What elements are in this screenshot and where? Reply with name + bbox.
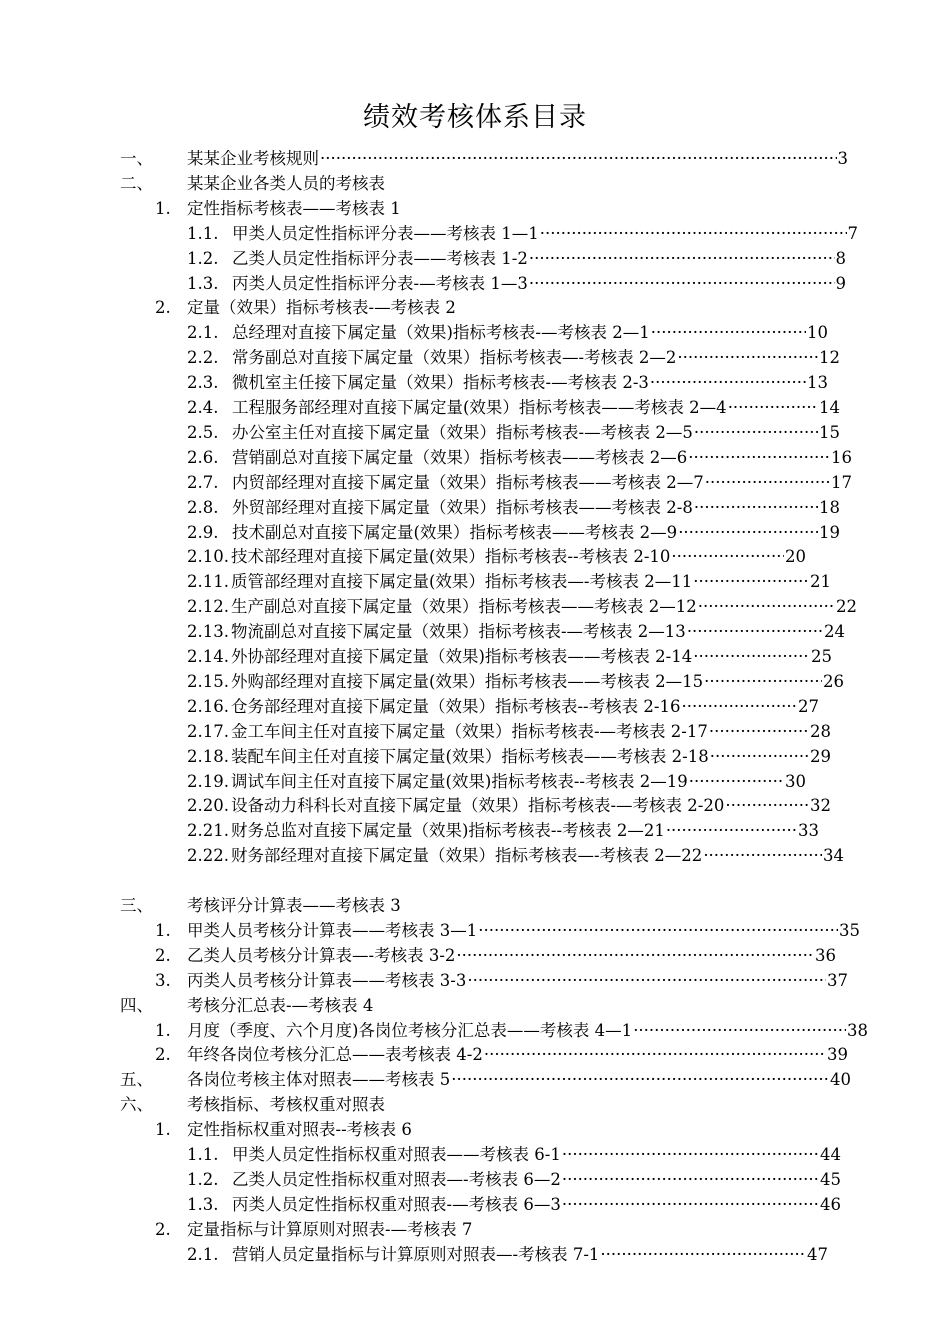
toc-entry-number: 2.5. (187, 422, 219, 442)
toc-entry-title: 总经理对直接下属定量（效果)指标考核表-—考核表 2—1 (232, 323, 650, 343)
toc-entry-number: 二、 (120, 173, 153, 193)
toc-entry[interactable] (187, 421, 840, 445)
toc-entry-number: 2. (155, 1045, 171, 1065)
toc-entry[interactable] (187, 645, 832, 669)
toc-entry-number: 3. (155, 970, 171, 990)
toc-entry[interactable] (155, 969, 848, 993)
toc-entry[interactable] (187, 272, 846, 296)
toc-entry-page-number: 15 (819, 422, 840, 442)
toc-entry[interactable] (187, 844, 844, 868)
dot-leader (650, 371, 806, 395)
toc-entry-title: 外购部经理对直接下属定量(效果）指标考核表——考核表 2—15 (230, 671, 704, 691)
toc-entry-number: 2.17. (187, 721, 229, 741)
toc-entry[interactable] (187, 670, 844, 694)
toc-entry-page-number: 29 (810, 746, 831, 766)
dot-leader (694, 421, 818, 445)
dot-leader (451, 1068, 829, 1092)
toc-entry[interactable] (187, 321, 828, 345)
dot-leader (456, 944, 814, 968)
toc-entry[interactable] (187, 396, 840, 420)
dot-leader (529, 247, 835, 271)
toc-entry[interactable] (187, 620, 845, 644)
toc-entry-number: 2.3. (187, 373, 219, 393)
toc-entry-page-number: 32 (810, 796, 831, 816)
toc-entry[interactable] (187, 496, 840, 520)
toc-entry-title: 甲类人员定性指标权重对照表——考核表 6-1 (232, 1145, 561, 1164)
toc-entry-title: 某某企业各类人员的考核表 (187, 173, 385, 193)
toc-entry-page-number: 25 (811, 647, 832, 666)
toc-entry-page-number: 47 (807, 1244, 828, 1264)
toc-entry[interactable] (187, 371, 828, 395)
toc-entry-page-number: 38 (847, 1020, 868, 1040)
toc-entry-title: 装配车间主任对直接下属定量(效果）指标考核表——考核表 2-18 (230, 746, 709, 766)
dot-leader (693, 570, 809, 594)
toc-entry-page-number: 35 (839, 920, 860, 940)
toc-entry-number: 2.20. (187, 796, 229, 816)
toc-entry-number: 2.13. (187, 622, 229, 642)
toc-entry-title: 技术副总对直接下属定量(效果）指标考核表——考核表 2—9 (232, 522, 678, 542)
toc-entry-page-number: 40 (830, 1070, 851, 1090)
toc-entry[interactable] (155, 1118, 412, 1142)
toc-entry-page-number: 26 (823, 671, 844, 691)
toc-entry-number: 1. (155, 1020, 171, 1040)
dot-leader (709, 720, 809, 744)
toc-entry-page-number: 21 (810, 572, 831, 592)
dot-leader (681, 695, 797, 719)
toc-entry-number: 2.6. (187, 447, 219, 467)
toc-entry-title: 乙类人员考核分计算表—-考核表 3-2 (187, 945, 456, 965)
toc-entry-number: 2.1. (187, 1244, 219, 1264)
toc-entry[interactable] (120, 147, 848, 171)
toc-entry-title: 考核分汇总表-—考核表 4 (187, 995, 374, 1015)
toc-entry-page-number: 14 (819, 398, 840, 417)
toc-entry[interactable] (155, 197, 401, 221)
toc-entry-number: 六、 (120, 1095, 153, 1115)
dot-leader (704, 670, 822, 694)
toc-entry[interactable] (187, 1168, 841, 1192)
toc-entry-number: 2.15. (187, 671, 229, 691)
dot-leader (703, 844, 822, 868)
toc-entry-number: 2.9. (187, 522, 219, 542)
toc-entry-page-number: 30 (785, 771, 806, 791)
toc-entry-title: 调试车间主任对直接下属定量(效果)指标考核表--考核表 2—19 (230, 771, 688, 791)
toc-entry-page-number: 20 (785, 547, 806, 567)
dot-leader (671, 545, 784, 569)
toc-entry-title: 定量（效果）指标考核表-—考核表 2 (187, 298, 456, 318)
toc-entry-page-number: 12 (819, 348, 840, 368)
toc-entry-number: 1. (155, 198, 171, 218)
toc-entry[interactable] (187, 446, 852, 470)
toc-entry[interactable] (120, 172, 385, 196)
toc-entry-title: 财务部经理对直接下属定量（效果）指标考核表—-考核表 2—22 (230, 846, 703, 866)
toc-entry[interactable] (187, 770, 806, 794)
toc-entry-number: 2. (155, 945, 171, 965)
toc-entry[interactable] (187, 1243, 828, 1267)
toc-entry-title: 丙类人员定性指标权重对照表-—考核表 6—3 (232, 1194, 561, 1214)
toc-entry-title: 财务总监对直接下属定量（效果)指标考核表--考核表 2—21 (230, 821, 665, 841)
toc-entry-page-number: 33 (798, 821, 819, 841)
toc-entry-title: 仓务部经理对直接下属定量（效果）指标考核表--考核表 2-16 (230, 696, 681, 716)
toc-entry-number: 1.1. (187, 223, 219, 243)
dot-leader (725, 794, 809, 818)
dot-leader (562, 1168, 819, 1192)
toc-entry[interactable] (187, 1143, 841, 1167)
toc-entry[interactable] (187, 346, 840, 370)
toc-entry[interactable] (187, 794, 831, 818)
toc-entry-number: 2.7. (187, 472, 219, 492)
toc-entry[interactable] (187, 745, 831, 769)
toc-entry-number: 2.14. (187, 647, 229, 666)
toc-entry-title: 定性指标权重对照表--考核表 6 (187, 1120, 412, 1140)
dot-leader (698, 595, 835, 619)
toc-entry-number: 1.3. (187, 273, 219, 293)
toc-entry-title: 年终各岗位考核分汇总——表考核表 4-2 (187, 1045, 483, 1065)
toc-entry-title: 办公室主任对直接下属定量（效果）指标考核表-—考核表 2—5 (232, 422, 693, 442)
toc-entry-title: 外协部经理对直接下属定量（效果)指标考核表——考核表 2-14 (230, 647, 693, 666)
dot-leader (540, 222, 847, 246)
toc-entry-title: 甲类人员定性指标评分表——考核表 1—1 (232, 223, 539, 243)
dot-leader (710, 745, 809, 769)
toc-entry[interactable] (120, 1068, 851, 1092)
toc-entry-page-number: 17 (831, 472, 852, 492)
toc-entry-page-number: 44 (820, 1145, 841, 1164)
dot-leader (688, 446, 830, 470)
toc-entry-title: 乙类人员定性指标评分表——考核表 1-2 (232, 248, 528, 268)
toc-entry[interactable] (120, 894, 401, 918)
toc-entry[interactable] (187, 521, 840, 545)
toc-entry-number: 1.2. (187, 248, 219, 268)
toc-entry[interactable] (120, 994, 373, 1018)
dot-leader (633, 1019, 846, 1043)
toc-entry-number: 1.3. (187, 1194, 219, 1214)
toc-entry-title: 质管部经理对直接下属定量(效果）指标考核表—-考核表 2—11 (230, 572, 693, 592)
toc-entry-title: 考核评分计算表——考核表 3 (187, 896, 401, 915)
toc-entry-number: 2.4. (187, 398, 219, 417)
toc-entry-number: 2. (155, 1219, 171, 1239)
toc-entry-page-number: 46 (820, 1194, 841, 1214)
toc-entry-number: 1.2. (187, 1169, 219, 1189)
toc-entry[interactable] (187, 819, 819, 843)
toc-entry-page-number: 37 (827, 970, 848, 990)
toc-entry-page-number: 34 (823, 846, 844, 866)
toc-entry-title: 丙类人员考核分计算表——考核表 3-3 (187, 970, 467, 990)
toc-entry[interactable] (155, 1218, 472, 1242)
toc-entry-page-number: 8 (835, 248, 846, 268)
toc-entry-page-number: 28 (810, 721, 831, 741)
toc-entry-number: 2.16. (187, 696, 229, 716)
toc-entry-number: 2.22. (187, 846, 229, 866)
toc-entry-title: 微机室主任接下属定量（效果）指标考核表-—考核表 2-3 (232, 373, 649, 393)
toc-entry[interactable] (187, 471, 852, 495)
dot-leader (687, 620, 823, 644)
toc-entry-title: 生产副总对直接下属定量（效果）指标考核表——考核表 2—12 (230, 597, 697, 617)
toc-entry-page-number: 9 (835, 273, 846, 293)
dot-leader (728, 396, 818, 420)
toc-entry-number: 五、 (120, 1070, 153, 1090)
dot-leader (651, 321, 806, 345)
toc-entry-number: 2.10. (187, 547, 229, 567)
toc-entry-title: 甲类人员考核分计算表——考核表 3—1 (187, 920, 478, 940)
dot-leader (562, 1193, 819, 1217)
toc-entry-title: 设备动力科科长对直接下属定量（效果）指标考核表-—考核表 2-20 (230, 796, 725, 816)
document-title: 绩效考核体系目录 (363, 102, 587, 133)
toc-entry-title: 乙类人员定性指标权重对照表—-考核表 6—2 (232, 1169, 561, 1189)
toc-entry-page-number: 10 (807, 323, 828, 343)
dot-leader (666, 819, 797, 843)
toc-entry-title: 营销副总对直接下属定量（效果）指标考核表——考核表 2—6 (232, 447, 688, 467)
dot-leader (467, 969, 826, 993)
dot-leader (478, 919, 838, 943)
toc-entry-number: 1. (155, 920, 171, 940)
toc-entry-page-number: 16 (831, 447, 852, 467)
toc-entry-title: 物流副总对直接下属定量（效果）指标考核表-—考核表 2—13 (230, 622, 686, 642)
toc-entry-page-number: 39 (827, 1045, 848, 1065)
toc-entry-page-number: 22 (836, 597, 857, 617)
toc-entry[interactable] (187, 695, 819, 719)
toc-entry-page-number: 13 (807, 373, 828, 393)
toc-entry-number: 三、 (120, 896, 153, 915)
toc-entry-number: 2.18. (187, 746, 229, 766)
toc-entry-number: 2.8. (187, 497, 219, 517)
toc-entry-page-number: 3 (837, 149, 848, 168)
dot-leader (484, 1043, 826, 1067)
toc-entry-title: 丙类人员定性指标评分表-—考核表 1—3 (232, 273, 528, 293)
toc-entry-number: 2.12. (187, 597, 229, 617)
toc-entry-page-number: 36 (815, 945, 836, 965)
toc-entry-page-number: 19 (819, 522, 840, 542)
toc-entry-title: 月度（季度、六个月度)各岗位考核分汇总表——考核表 4—1 (187, 1020, 633, 1040)
toc-entry-number: 1. (155, 1120, 171, 1140)
toc-entry-page-number: 27 (798, 696, 819, 716)
toc-entry-number: 一、 (120, 149, 153, 168)
toc-entry[interactable] (187, 570, 831, 594)
toc-entry-number: 2.19. (187, 771, 229, 791)
toc-entry-page-number: 7 (847, 223, 858, 243)
toc-entry-title: 内贸部经理对直接下属定量（效果）指标考核表——考核表 2—7 (232, 472, 704, 492)
dot-leader (693, 645, 810, 669)
toc-entry-title: 金工车间主任对直接下属定量（效果）指标考核表-—考核表 2-17 (230, 721, 708, 741)
dot-leader (694, 496, 818, 520)
toc-entry-number: 1.1. (187, 1145, 219, 1164)
toc-entry-page-number: 45 (820, 1169, 841, 1189)
toc-entry[interactable] (187, 595, 857, 619)
toc-entry[interactable] (155, 296, 456, 320)
toc-entry[interactable] (187, 545, 806, 569)
toc-entry[interactable] (120, 1093, 385, 1117)
toc-entry-number: 2.2. (187, 348, 219, 368)
dot-leader (320, 147, 837, 171)
dot-leader (529, 272, 835, 296)
toc-entry-title: 各岗位考核主体对照表——考核表 5 (187, 1070, 451, 1090)
toc-entry[interactable] (187, 247, 846, 271)
toc-entry-title: 常务副总对直接下属定量（效果）指标考核表—-考核表 2—2 (232, 348, 677, 368)
toc-entry[interactable] (187, 720, 831, 744)
toc-entry-number: 2.1. (187, 323, 219, 343)
toc-entry-number: 2.11. (187, 572, 229, 592)
toc-entry-title: 定性指标考核表——考核表 1 (187, 198, 401, 218)
toc-entry-title: 工程服务部经理对直接下属定量(效果）指标考核表——考核表 2—4 (232, 398, 727, 417)
dot-leader (677, 346, 818, 370)
toc-entry[interactable] (155, 1019, 868, 1043)
dot-leader (600, 1243, 806, 1267)
toc-entry-title: 考核指标、考核权重对照表 (187, 1095, 385, 1115)
toc-entry[interactable] (155, 944, 836, 968)
toc-entry[interactable] (155, 919, 860, 943)
toc-entry-page-number: 24 (824, 622, 845, 642)
toc-entry-title: 定量指标与计算原则对照表-—考核表 7 (187, 1219, 473, 1239)
dot-leader (705, 471, 830, 495)
toc-entry[interactable] (187, 222, 858, 246)
toc-entry-title: 营销人员定量指标与计算原则对照表—-考核表 7-1 (232, 1244, 600, 1264)
toc-entry-page-number: 18 (819, 497, 840, 517)
dot-leader (678, 521, 818, 545)
toc-entry[interactable] (187, 1193, 841, 1217)
dot-leader (562, 1143, 819, 1167)
toc-entry-number: 2. (155, 298, 171, 318)
dot-leader (689, 770, 784, 794)
toc-entry-number: 2.21. (187, 821, 229, 841)
toc-entry-number: 四、 (120, 995, 153, 1015)
toc-entry-title: 技术部经理对直接下属定量(效果）指标考核表--考核表 2-10 (230, 547, 671, 567)
toc-entry[interactable] (155, 1043, 848, 1067)
toc-entry-title: 外贸部经理对直接下属定量（效果）指标考核表——考核表 2-8 (232, 497, 693, 517)
toc-entry-title: 某某企业考核规则 (187, 149, 319, 168)
